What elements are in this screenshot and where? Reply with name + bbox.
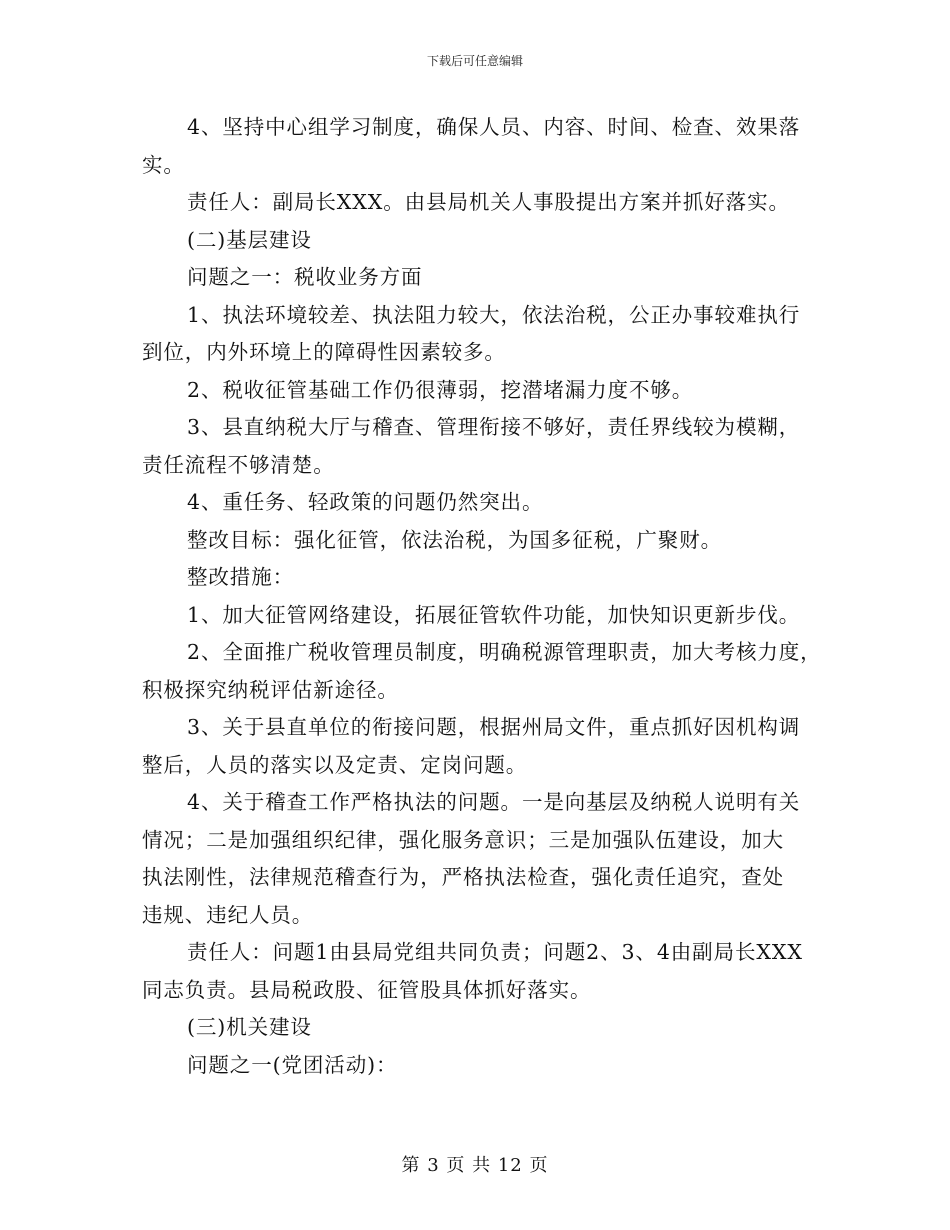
text-line: 问题之一：税收业务方面: [187, 265, 423, 289]
text-line: 整改目标：强化征管，依法治税，为国多征税，广聚财。: [187, 527, 722, 552]
text-line: (三)机关建设: [187, 1015, 312, 1039]
text-line: 1、加大征管网络建设，拓展征管软件功能，加快知识更新步伐。: [187, 602, 801, 627]
text-line: 3、县直纳税大厅与稽查、管理衔接不够好，责任界线较为模糊，: [187, 415, 801, 439]
text-line: 责任人：副局长XXX。由县局机关人事股提出方案并抓好落实。: [187, 190, 790, 214]
text-line: 积极探究纳税评估新途径。: [142, 677, 399, 702]
text-line: 问题之一(党团活动)：: [187, 1052, 398, 1077]
text-line: 责任流程不够清楚。: [142, 452, 335, 477]
text-line: 4、重任务、轻政策的问题仍然突出。: [187, 490, 544, 514]
text-line: 3、关于县直单位的衔接问题，根据州局文件，重点抓好因机构调: [187, 715, 801, 739]
text-line: 1、执法环境较差、执法阻力较大，依法治税，公正办事较难执行: [187, 302, 801, 327]
document-body: [142, 109, 822, 1084]
text-line: 违规、违纪人员。: [142, 902, 314, 927]
text-line: 执法刚性，法律规范稽查行为，严格执法检查，强化责任追究，查处: [142, 865, 784, 889]
text-line: 4、关于稽查工作严格执法的问题。一是向基层及纳税人说明有关: [187, 790, 801, 814]
text-line: (二)基层建设: [187, 227, 312, 252]
text-line: 情况；二是加强组织纪律，强化服务意识；三是加强队伍建设，加大: [142, 827, 784, 852]
page-footer: 第 3 页 共 12 页: [401, 1155, 549, 1176]
text-line: 整后，人员的落实以及定责、定岗问题。: [142, 752, 528, 777]
text-line: 4、坚持中心组学习制度，确保人员、内容、时间、检查、效果落: [187, 115, 801, 139]
text-line: 同志负责。县局税政股、征管股具体抓好落实。: [142, 977, 592, 1002]
text-line: 2、全面推广税收管理员制度，明确税源管理职责，加大考核力度，: [187, 640, 822, 664]
text-line: 到位，内外环境上的障碍性因素较多。: [142, 340, 506, 364]
header-note: 下载后可任意编辑: [426, 54, 523, 68]
text-line: 责任人：问题1由县局党组共同负责；问题2、3、4由副局长XXX: [187, 940, 803, 964]
text-line: 实。: [142, 152, 185, 177]
text-line: 2、税收征管基础工作仍很薄弱，挖潜堵漏力度不够。: [187, 377, 694, 402]
text-line: 整改措施：: [187, 565, 294, 589]
